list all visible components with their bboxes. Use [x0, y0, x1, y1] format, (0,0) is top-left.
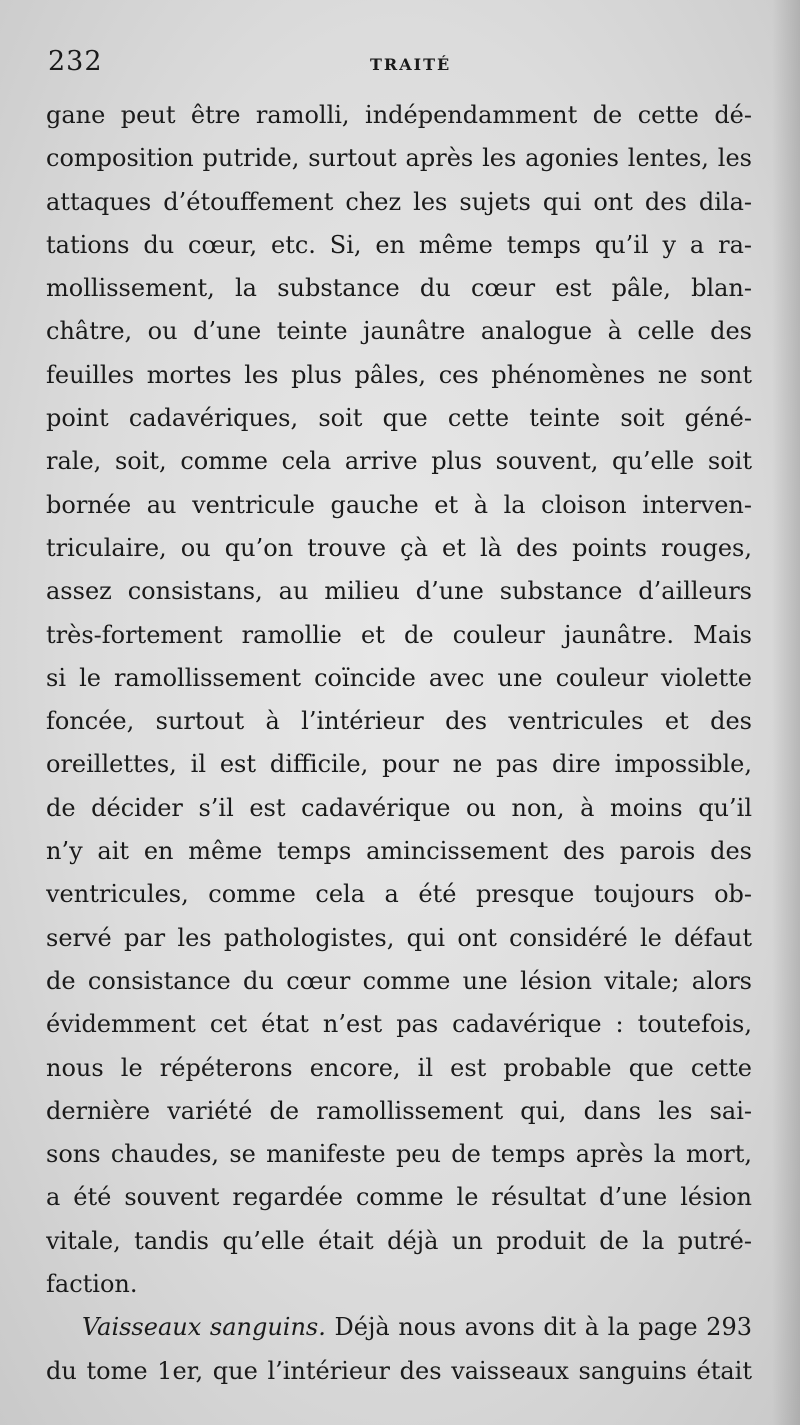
text-line: de décider s’il est cadavérique ou non, à moins qu’il — [46, 793, 752, 822]
text-line: nous le répéterons encore, il est probable que cette — [46, 1053, 752, 1082]
text-line: très-fortement ramollie et de couleur jaunâtre. Mais — [46, 620, 752, 649]
page-number: 232 — [48, 46, 103, 77]
text-line: faction. — [46, 1270, 138, 1299]
text-line: assez consistans, au milieu d’une substance d’ailleurs — [46, 577, 752, 606]
text-line: oreillettes, il est difficile, pour ne pas dire impossible, — [46, 750, 752, 779]
text-fragment: Déjà nous avons dit à la page 293 — [325, 1313, 752, 1342]
text-line: composition putride, surtout après les agonies lentes, les — [46, 144, 752, 173]
text-line: du tome 1er, que l’intérieur des vaisseaux sanguins était — [46, 1356, 752, 1385]
text-line: foncée, surtout à l’intérieur des ventricules et des — [46, 707, 752, 736]
text-line: de consistance du cœur comme une lésion vitale; alors — [46, 966, 752, 995]
text-line: sons chaudes, se manifeste peu de temps après la mort, — [46, 1140, 752, 1169]
text-line: châtre, ou d’une teinte jaunâtre analogue à celle des — [46, 317, 752, 346]
paragraph-start-line — [46, 1306, 752, 1349]
text-line: mollissement, la substance du cœur est pâle, blan- — [46, 274, 752, 303]
text-line: rale, soit, comme cela arrive plus souvent, qu’elle soit — [46, 447, 752, 476]
text-line: servé par les pathologistes, qui ont considéré le défaut — [46, 923, 752, 952]
text-line: triculaire, ou qu’on trouve çà et là des points rouges, — [46, 533, 752, 562]
text-line: a été souvent regardée comme le résultat d’une lésion — [46, 1183, 752, 1212]
running-title: TRAITÉ — [370, 55, 452, 74]
text-line: feuilles mortes les plus pâles, ces phénomènes ne sont — [46, 360, 752, 389]
section-lead: Vaisseaux sanguins. — [82, 1313, 326, 1342]
text-line: ventricules, comme cela a été presque toujours ob- — [46, 880, 752, 909]
text-line: évidemment cet état n’est pas cadavérique : toutefois, — [46, 1010, 752, 1039]
text-line: si le ramollissement coïncide avec une couleur violette — [46, 663, 752, 692]
text-line: vitale, tandis qu’elle était déjà un produit de la putré- — [46, 1226, 752, 1255]
body-text — [46, 94, 752, 1393]
text-line: tations du cœur, etc. Si, en même temps qu’il y a ra- — [46, 230, 752, 259]
text-line: point cadavériques, soit que cette teinte soit géné- — [46, 404, 752, 433]
text-line: dernière variété de ramollissement qui, dans les sai- — [46, 1096, 752, 1125]
text-line: n’y ait en même temps amincissement des parois des — [46, 837, 752, 866]
text-line: bornée au ventricule gauche et à la cloison interven- — [46, 490, 752, 519]
running-head — [48, 46, 752, 80]
page-edge-shadow — [772, 0, 800, 1425]
text-line: gane peut être ramolli, indépendamment de cette dé- — [46, 101, 752, 129]
text-line: attaques d’étouffement chez les sujets qui ont des dila- — [46, 187, 752, 216]
